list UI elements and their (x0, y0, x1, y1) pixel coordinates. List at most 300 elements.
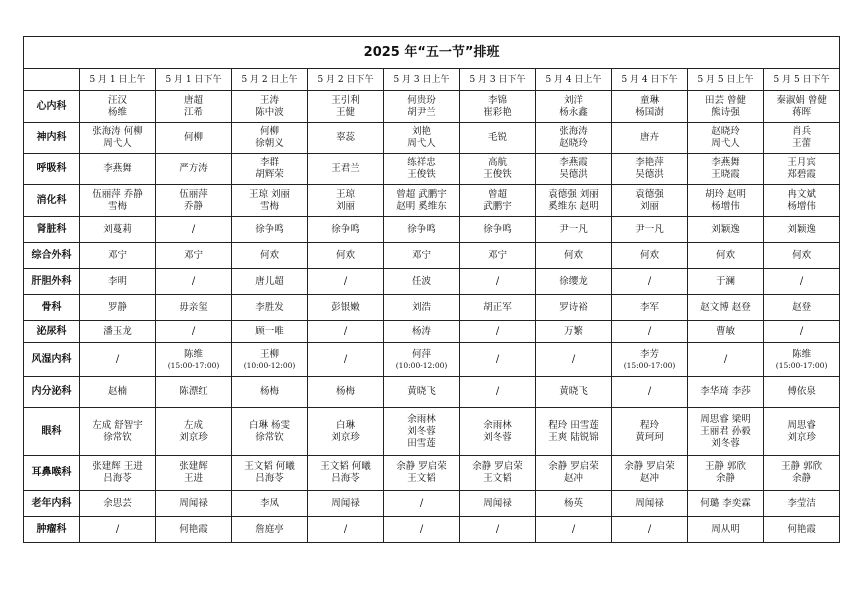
staff-name: 徐缨龙 (559, 275, 588, 287)
table-row (24, 217, 840, 243)
shift-cell (80, 185, 156, 217)
staff-name: 罗诗裕 (559, 301, 588, 313)
staff-name: 何欢 (563, 249, 583, 261)
staff-name: / (495, 353, 500, 365)
shift-cell (308, 321, 384, 343)
shift-time: (15:00-17:00) (167, 360, 220, 370)
staff-name: 左成 (183, 419, 203, 431)
staff-name: 罗静 (107, 301, 127, 313)
staff-name: 张海涛 何柳 (92, 126, 143, 137)
shift-cell (688, 295, 764, 321)
shift-cell (764, 185, 840, 217)
shift-cell (156, 185, 232, 217)
staff-name: 王引利 (331, 94, 360, 106)
shift-cell (384, 185, 460, 217)
staff-name: 唐超 (183, 94, 203, 106)
staff-name: 程玲 田雪莲 (548, 419, 599, 431)
department-name: 神内科 (24, 123, 80, 154)
staff-name: 武鹏宇 (483, 200, 512, 212)
shift-cell (80, 243, 156, 269)
staff-name: 赵登 (792, 301, 812, 313)
shift-cell (536, 343, 612, 377)
staff-name: 胡玲 赵明 (704, 188, 747, 200)
staff-name: 刘浩 (411, 301, 431, 313)
shift-cell (80, 343, 156, 377)
staff-name: 肖兵 (792, 126, 812, 137)
shift-cell (536, 185, 612, 217)
shift-cell (156, 491, 232, 517)
staff-name: 余静 罗启荣 (548, 461, 599, 472)
staff-name: 袁德强 刘丽 (548, 188, 599, 200)
staff-name: / (191, 325, 196, 337)
shift-cell (384, 343, 460, 377)
staff-name: 周思睿 梁明 (700, 413, 751, 425)
staff-name: 赵冲 (563, 473, 583, 484)
staff-name: / (191, 223, 196, 235)
staff-name: 何欢 (715, 249, 735, 261)
staff-name: / (647, 386, 652, 397)
staff-name: 赵文博 赵登 (700, 301, 751, 313)
staff-name: 余思芸 (103, 497, 132, 509)
staff-name: / (343, 325, 348, 337)
staff-name: 何萍 (411, 348, 431, 360)
staff-name: 毛锐 (487, 132, 507, 143)
staff-name: 吕海苓 (331, 473, 360, 484)
column-header: 5 月 3 日下午 (460, 69, 536, 91)
staff-name: / (495, 275, 500, 287)
department-name: 肿瘤科 (24, 517, 80, 543)
staff-name: / (191, 275, 196, 287)
staff-name: 秦淑娟 曾健 (776, 94, 827, 106)
shift-cell (764, 491, 840, 517)
staff-name: 王健 (335, 106, 355, 118)
staff-name: 于澜 (715, 275, 735, 287)
department-name: 消化科 (24, 185, 80, 217)
staff-name: 王静 郭欣 (781, 461, 823, 472)
staff-name: 余雨林 (407, 413, 436, 425)
staff-name: 刘京珍 (179, 431, 208, 443)
staff-name: 田芸 曾健 (704, 94, 747, 106)
shift-cell (460, 269, 536, 295)
staff-name: / (419, 523, 424, 535)
shift-cell (536, 491, 612, 517)
shift-cell (156, 217, 232, 243)
shift-cell (156, 517, 232, 543)
staff-name: 余静 罗启荣 (624, 461, 675, 472)
staff-name: 江希 (183, 106, 203, 118)
department-name: 骨科 (24, 295, 80, 321)
staff-name: 周弋人 (103, 138, 132, 149)
table-row (24, 456, 840, 491)
staff-name: 黄晓飞 (559, 386, 588, 397)
staff-name: 王琼 刘丽 (248, 188, 291, 200)
shift-cell (80, 154, 156, 185)
shift-cell (232, 517, 308, 543)
shift-cell (384, 295, 460, 321)
staff-name: 毋亲玺 (179, 301, 208, 313)
staff-name: / (343, 275, 348, 287)
shift-cell (764, 243, 840, 269)
shift-cell (536, 217, 612, 243)
staff-name: 赵晓玲 (559, 138, 588, 149)
shift-cell (384, 123, 460, 154)
staff-name: 刘艳 (411, 126, 431, 137)
staff-name: 徐朝义 (255, 138, 284, 149)
shift-cell (536, 295, 612, 321)
shift-cell (460, 491, 536, 517)
shift-cell (80, 295, 156, 321)
shift-cell (156, 377, 232, 408)
staff-name: 陈漂红 (179, 386, 208, 397)
department-name: 肾脏科 (24, 217, 80, 243)
staff-name: 杨梅 (335, 386, 355, 397)
table-row (24, 154, 840, 185)
shift-cell (156, 243, 232, 269)
staff-name: 周弋人 (711, 138, 740, 149)
shift-cell (764, 295, 840, 321)
staff-name: 刘颖逸 (787, 223, 816, 235)
shift-cell (308, 154, 384, 185)
staff-name: 刘蔓莉 (103, 223, 132, 235)
table-row (24, 269, 840, 295)
staff-name: 徐常钦 (103, 431, 132, 443)
table-row (24, 123, 840, 154)
staff-name: 李明 (107, 275, 127, 287)
shift-cell (612, 295, 688, 321)
shift-cell (232, 185, 308, 217)
shift-cell (612, 154, 688, 185)
shift-cell (232, 456, 308, 491)
staff-name: 赵楠 (107, 386, 127, 397)
staff-name: 伍丽萍 (179, 188, 208, 200)
staff-name: 周思睿 (787, 419, 816, 431)
shift-cell (536, 408, 612, 456)
shift-cell (536, 243, 612, 269)
staff-name: 徐争鸣 (255, 223, 284, 235)
column-header: 5 月 1 日上午 (80, 69, 156, 91)
title-row (24, 37, 840, 69)
staff-name: 郑碧霞 (787, 169, 816, 180)
staff-name: 李艳萍 (635, 157, 664, 168)
shift-cell (688, 408, 764, 456)
staff-name: 王俊铁 (483, 169, 512, 180)
shift-cell (460, 377, 536, 408)
staff-name: 赵明 奚维东 (396, 200, 447, 212)
shift-cell (384, 517, 460, 543)
staff-name: 刘洋 (563, 94, 583, 106)
table-row (24, 377, 840, 408)
shift-cell (80, 408, 156, 456)
shift-cell (688, 343, 764, 377)
staff-name: 徐常钦 (255, 431, 284, 443)
shift-cell (764, 517, 840, 543)
staff-name: 雪梅 (107, 200, 127, 212)
staff-name: 王文韬 何曦 (244, 461, 295, 472)
shift-cell (156, 343, 232, 377)
shift-cell (80, 377, 156, 408)
column-header: 5 月 3 日上午 (384, 69, 460, 91)
staff-name: 吕海苓 (103, 473, 132, 484)
staff-name: 杨永鑫 (559, 106, 588, 118)
shift-cell (308, 91, 384, 123)
staff-name: 何欢 (335, 249, 355, 261)
shift-cell (688, 243, 764, 269)
staff-name: 徐争鸣 (331, 223, 360, 235)
staff-name: 胡尹兰 (407, 106, 436, 118)
shift-cell (232, 269, 308, 295)
staff-name: 何柳 (259, 126, 279, 137)
shift-cell (536, 154, 612, 185)
shift-cell (688, 185, 764, 217)
staff-name: 王丽君 孙毅 (700, 425, 751, 437)
staff-name: 李胜发 (255, 301, 284, 313)
staff-name: 邓宁 (183, 249, 203, 261)
shift-cell (156, 295, 232, 321)
staff-name: / (647, 325, 652, 337)
staff-name: 何柳 (183, 132, 203, 143)
shift-cell (384, 269, 460, 295)
shift-cell (384, 491, 460, 517)
shift-cell (232, 123, 308, 154)
shift-cell (764, 343, 840, 377)
staff-name: 严方涛 (179, 163, 208, 174)
staff-name: 顾一唯 (255, 325, 284, 337)
shift-cell (232, 154, 308, 185)
shift-cell (80, 517, 156, 543)
staff-name: 乔静 (183, 200, 203, 212)
shift-cell (384, 321, 460, 343)
staff-name: 曹敏 (715, 325, 735, 337)
staff-name: 何艳霞 (179, 523, 208, 535)
schedule-sheet (23, 36, 839, 543)
column-header: 5 月 2 日下午 (308, 69, 384, 91)
shift-cell (80, 456, 156, 491)
staff-name: 冉文斌 (787, 188, 816, 200)
staff-name: / (647, 275, 652, 287)
shift-cell (232, 321, 308, 343)
staff-name: 赵冲 (639, 473, 659, 484)
department-name: 呼吸科 (24, 154, 80, 185)
table-row (24, 343, 840, 377)
shift-cell (764, 123, 840, 154)
staff-name: 王柳 (259, 348, 279, 360)
staff-name: / (647, 523, 652, 535)
shift-time: (15:00-17:00) (623, 360, 676, 370)
shift-cell (80, 269, 156, 295)
shift-cell (764, 456, 840, 491)
shift-cell (156, 456, 232, 491)
staff-name: 王晓霞 (711, 169, 740, 180)
department-name: 综合外科 (24, 243, 80, 269)
staff-name: 李锦 (487, 94, 507, 106)
staff-name: 唐卉 (639, 132, 659, 143)
staff-name: 童琳 (639, 94, 659, 106)
shift-cell (460, 123, 536, 154)
staff-name: 李华琦 李莎 (700, 386, 751, 397)
staff-name: 王进 (183, 473, 203, 484)
staff-name: 任波 (411, 275, 431, 287)
staff-name: 杨国澍 (635, 106, 664, 118)
shift-cell (384, 377, 460, 408)
shift-cell (232, 217, 308, 243)
staff-name: 王文韬 (483, 473, 512, 484)
staff-name: 陈中波 (255, 106, 284, 118)
shift-time: (10:00-12:00) (395, 360, 448, 370)
staff-name: / (571, 353, 576, 365)
staff-name: 王俊铁 (407, 169, 436, 180)
staff-name: 王静 郭欣 (704, 461, 747, 472)
shift-cell (460, 154, 536, 185)
shift-cell (80, 123, 156, 154)
shift-cell (612, 377, 688, 408)
shift-cell (536, 456, 612, 491)
staff-name: 雪梅 (259, 200, 279, 212)
staff-name: / (723, 353, 728, 365)
staff-name: 王文韬 (407, 473, 436, 484)
staff-name: 左成 舒智宇 (92, 419, 143, 431)
table-row (24, 295, 840, 321)
shift-cell (612, 456, 688, 491)
staff-name: 余静 (715, 473, 735, 484)
shift-cell (460, 217, 536, 243)
shift-cell (232, 295, 308, 321)
staff-name: 刘丽 (639, 200, 659, 212)
shift-cell (764, 377, 840, 408)
staff-name: 高航 (487, 157, 507, 168)
staff-name: 李燕霞 (559, 157, 588, 168)
staff-name: 李莹洁 (787, 497, 816, 509)
shift-cell (688, 377, 764, 408)
table-row (24, 517, 840, 543)
shift-cell (612, 517, 688, 543)
header-corner (24, 69, 80, 91)
shift-cell (460, 91, 536, 123)
staff-name: 黄晓飞 (407, 386, 436, 397)
staff-name: 周闻禄 (179, 497, 208, 509)
staff-name: 袁德强 (635, 188, 664, 200)
staff-name: 何艳霞 (787, 523, 816, 535)
staff-name: 余静 罗启荣 (472, 461, 523, 472)
shift-cell (460, 295, 536, 321)
staff-name: 白琳 (335, 419, 355, 431)
staff-name: 杨增伟 (711, 200, 740, 212)
staff-name: 曾超 武鹏宇 (396, 188, 447, 200)
staff-name: 熊诗强 (711, 106, 740, 118)
column-header: 5 月 4 日上午 (536, 69, 612, 91)
staff-name: 唐儿超 (255, 275, 284, 287)
department-name: 耳鼻喉科 (24, 456, 80, 491)
staff-name: 刘冬蓉 (711, 437, 740, 449)
staff-name: 何欢 (792, 249, 812, 261)
shift-time: (10:00-12:00) (243, 360, 296, 370)
column-header: 5 月 4 日下午 (612, 69, 688, 91)
staff-name: 陈维 (792, 348, 812, 360)
staff-name: 汪汉 (107, 94, 127, 106)
staff-name: 蒋晖 (792, 106, 812, 118)
staff-name: 杨维 (107, 106, 127, 118)
shift-cell (460, 343, 536, 377)
page-title: 2025 年“五一节”排班 (24, 37, 840, 69)
shift-cell (232, 491, 308, 517)
shift-cell (308, 123, 384, 154)
staff-name: / (343, 523, 348, 535)
staff-name: 伍丽萍 乔静 (92, 188, 143, 200)
shift-cell (612, 243, 688, 269)
shift-cell (536, 517, 612, 543)
shift-cell (612, 408, 688, 456)
column-header: 5 月 5 日下午 (764, 69, 840, 91)
staff-name: 周闻禄 (331, 497, 360, 509)
shift-cell (688, 91, 764, 123)
table-row (24, 243, 840, 269)
staff-name: 何璐 李奕霖 (700, 497, 751, 509)
shift-cell (536, 269, 612, 295)
shift-cell (764, 408, 840, 456)
staff-name: 白琳 杨雯 (248, 419, 291, 431)
department-name: 心内科 (24, 91, 80, 123)
staff-name: 张建辉 (179, 461, 208, 472)
shift-cell (764, 321, 840, 343)
shift-cell (460, 243, 536, 269)
shift-cell (384, 91, 460, 123)
shift-cell (80, 321, 156, 343)
staff-name: / (343, 353, 348, 365)
staff-name: 邓宁 (411, 249, 431, 261)
shift-cell (232, 377, 308, 408)
shift-cell (688, 456, 764, 491)
staff-name: 赵晓玲 (711, 126, 740, 137)
staff-name: 王琼 (335, 188, 355, 200)
staff-name: 万繁 (563, 325, 583, 337)
shift-cell (308, 185, 384, 217)
staff-name: / (115, 353, 120, 365)
shift-cell (80, 91, 156, 123)
shift-cell (308, 343, 384, 377)
staff-name: / (419, 497, 424, 509)
shift-cell (460, 456, 536, 491)
staff-name: 张建辉 王进 (92, 461, 143, 472)
shift-cell (612, 123, 688, 154)
shift-cell (460, 408, 536, 456)
shift-cell (308, 491, 384, 517)
staff-name: 奚维东 赵明 (548, 200, 599, 212)
department-name: 泌尿科 (24, 321, 80, 343)
staff-name: 周弋人 (407, 138, 436, 149)
department-name: 内分泌科 (24, 377, 80, 408)
staff-name: 王爽 陆锐锦 (548, 431, 599, 443)
staff-name: 周闻禄 (483, 497, 512, 509)
staff-name: 杨涛 (411, 325, 431, 337)
staff-name: 曾超 (487, 188, 507, 200)
shift-cell (612, 321, 688, 343)
shift-cell (612, 491, 688, 517)
staff-name: 刘京珍 (331, 431, 360, 443)
shift-cell (764, 217, 840, 243)
shift-cell (688, 154, 764, 185)
staff-name: / (495, 325, 500, 337)
staff-name: / (799, 325, 804, 337)
header-row (24, 69, 840, 91)
table-row (24, 321, 840, 343)
staff-name: 张海涛 (559, 126, 588, 137)
shift-cell (764, 91, 840, 123)
shift-cell (232, 408, 308, 456)
shift-cell (612, 185, 688, 217)
staff-name: 刘颖逸 (711, 223, 740, 235)
shift-cell (156, 123, 232, 154)
staff-name: 练祥忠 (407, 157, 436, 168)
staff-name: / (571, 523, 576, 535)
